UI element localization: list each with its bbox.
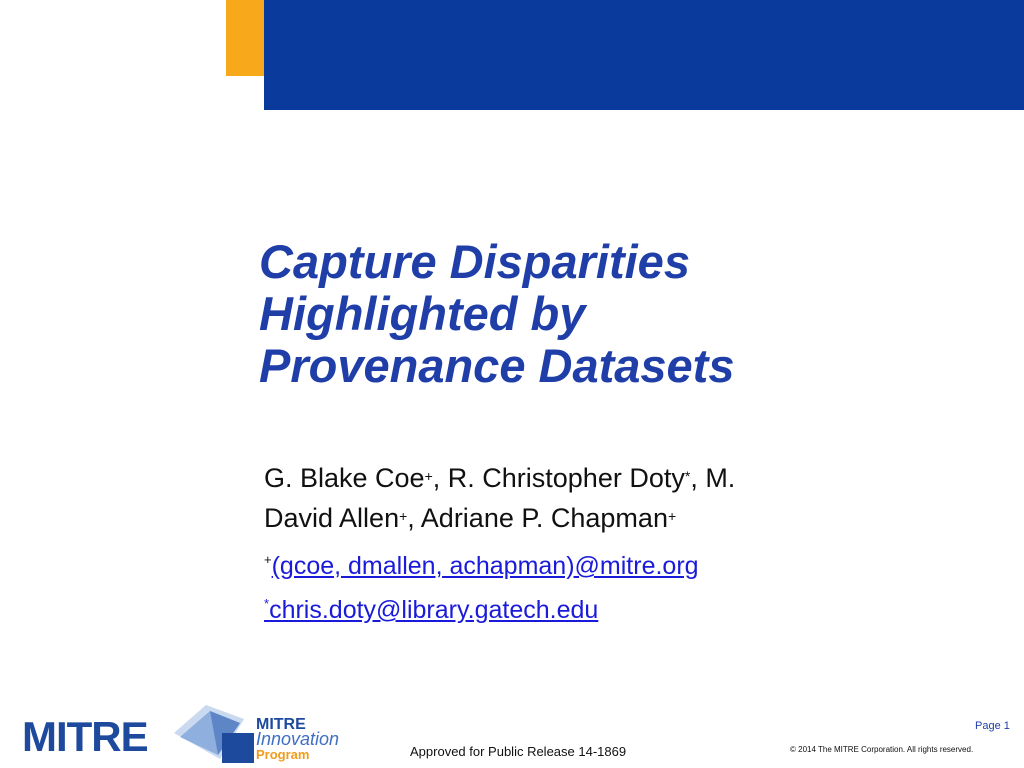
title-line-2: Highlighted by — [259, 287, 586, 340]
page-number: Page 1 — [975, 720, 1010, 732]
author-text: , M. — [690, 463, 736, 493]
title-line-3: Provenance Datasets — [259, 339, 735, 392]
author-text: , Adriane P. Chapman — [407, 503, 668, 533]
innovation-program-logo-icon — [170, 703, 260, 765]
slide-title — [259, 236, 959, 392]
innovation-line-1: MITRE — [256, 716, 306, 733]
affiliation-marker: * — [684, 468, 691, 484]
affiliation-marker: + — [399, 508, 408, 524]
affiliation-marker: + — [424, 468, 433, 484]
mitre-email-link[interactable]: (gcoe, dmallen, achapman)@mitre.org — [271, 552, 699, 580]
affiliation-marker: * — [264, 596, 270, 611]
gatech-email-link[interactable] — [264, 596, 598, 624]
author-list — [264, 458, 904, 538]
mitre-logo: MITRE — [22, 713, 148, 760]
author-text: G. Blake Coe — [264, 463, 425, 493]
innovation-line-3: Program — [256, 747, 310, 762]
copyright-notice: © 2014 The MITRE Corporation. All rights reserved. — [790, 745, 974, 754]
email-line-mitre — [264, 552, 699, 581]
orange-accent-bar — [226, 0, 264, 76]
header-blue-band — [264, 0, 1024, 110]
affiliation-marker: + — [667, 508, 677, 524]
email-line-gatech — [264, 596, 598, 625]
innovation-line-2: Innovation — [256, 729, 340, 749]
title-line-1: Capture Disparities — [259, 235, 690, 288]
affiliation-marker: + — [264, 552, 272, 567]
gatech-email-text: chris.doty@library.gatech.edu — [269, 596, 599, 624]
innovation-program-wordmark — [256, 717, 339, 762]
author-line-1 — [264, 458, 904, 498]
author-text: David Allen — [264, 503, 400, 533]
author-text: , R. Christopher Doty — [432, 463, 685, 493]
release-notice: Approved for Public Release 14-1869 — [410, 744, 627, 759]
author-line-2 — [264, 498, 904, 538]
